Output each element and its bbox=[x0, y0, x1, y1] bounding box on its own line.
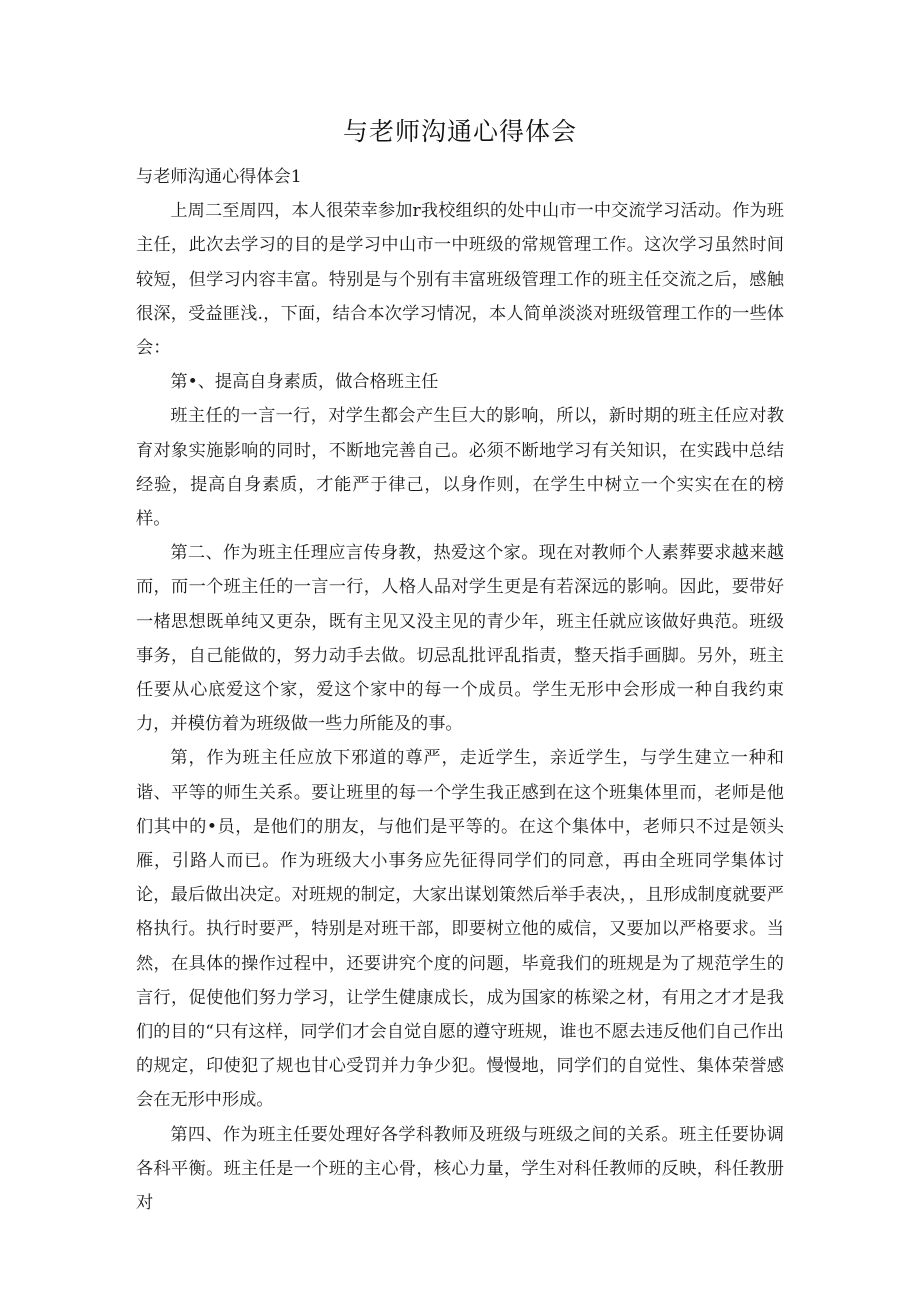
paragraph-third: 第，作为班主任应放下邪道的尊严，走近学生，亲近学生，与学生建立一种和谐、平等的师生关系。要让班里的每一个学生我正感到在这个班集体里而，老师是他们其中的•员，是他们的朋友，与他们是平等的。在这个集体中，老师只不过是领头雁，引路人而已。作为班级大小事务应先征得同学们的同意，再由全班同学集体讨论，最后做出决定。对班规的制定，大家出谋划策然后举手表决，，且形成制度就要严格执行。执行时要严，特别是对班干部，即要树立他的威信，又要加以严格要求。当然，在具体的操作过程中，还要讲究个度的问题，毕竟我们的班规是为了规范学生的言行，促使他们努力学习，让学生健康成长，成为国家的栋梁之材，有用之才才是我们的目的“只有这样，同学们才会自觉自愿的遵守班规，谁也不愿去违反他们自己作出的规定，印使犯了规也甘心受罚并力争少犯。慢慢地，同学们的自觉性、集体荣誉感会在无形中形成。 bbox=[136, 748, 784, 1111]
document-title: 与老师沟通心得体会 bbox=[342, 117, 577, 146]
paragraph-first-body: 班主任的一言一行，对学生都会产生巨大的影响，所以，新时期的班主任应对教育对象实施影响的同时，不断地完善自己。必须不断地学习有关知识，在实践中总结经验，提高自身素质，才能严于律己，以身作则，在学生中树立一个实实在在的榜样。 bbox=[136, 406, 784, 530]
document-subtitle: 与老师沟通心得体会1 bbox=[136, 167, 302, 187]
document-body bbox=[136, 160, 784, 1220]
paragraph-fourth: 第四、作为班主任要处理好各学科教师及班级与班级之间的关系。班主任要协调各科平衡。班主任是一个班的主心骨，核心力量，学生对科任教师的反映，科任教册对 bbox=[136, 1124, 784, 1214]
paragraph-intro: 上周二至周四，本人很荣幸参加r我校组织的处中山市一中交流学习活动。作为班主任，此次去学习的目的是学习中山市一中班级的常规管理工作。这次学习虽然时间较短，但学习内容丰富。特别是与个别有丰富班级管理工作的班主任交流之后，感触很深，受益匪浅.，下面，结合本次学习情况，本人简单淡淡对班级管理工作的一些体会： bbox=[136, 201, 784, 359]
paragraph-second: 第二、作为班主任理应言传身教，热爱这个家。现在对教师个人素葬要求越来越而，而一个班主任的一言一行，人格人品对学生更是有若深远的影响。因此，要带好一楮思想既单纯又更杂，既有主见又没主见的青少年，班主任就应该做好典范。班级事务，自己能做的，努力动手去做。切忌乱批评乱指责，整天指手画脚。另外，班主任要从心底爱这个家，爱这个家中的每一个成员。学生无形中会形成一种自我约束力，并模仿着为班级做一些力所能及的事。 bbox=[136, 543, 784, 735]
paragraph-heading-first: 第•、提高自身素质，做合格班主任 bbox=[170, 372, 439, 393]
